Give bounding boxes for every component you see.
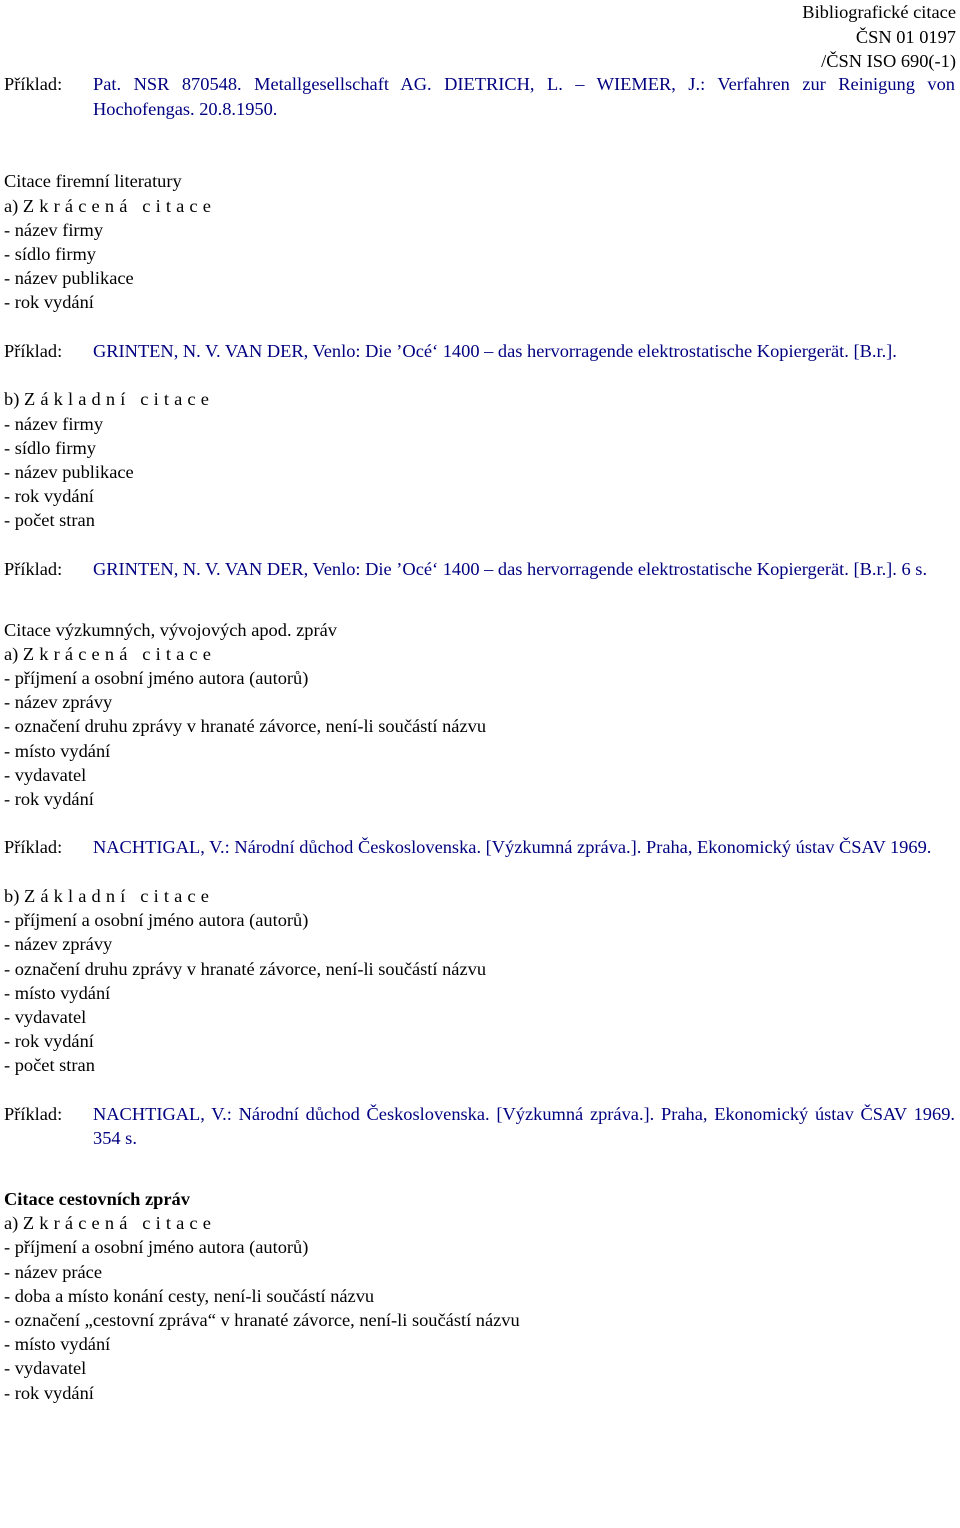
list-item: - vydavatel xyxy=(4,764,87,785)
list-item: - označení druhu zprávy v hranaté závorce, není-li součástí názvu xyxy=(4,716,487,737)
list-item: - rok vydání xyxy=(4,292,94,313)
list-item: - označení druhu zprávy v hranaté závorce, není-li součástí názvu xyxy=(4,958,487,979)
list-item: - název firmy xyxy=(4,219,104,240)
short-citation-heading: a) Zkrácená citace xyxy=(4,1213,217,1234)
report-basic-example xyxy=(4,1102,955,1151)
list-item: - název zprávy xyxy=(4,934,113,955)
list-item: - rok vydání xyxy=(4,486,94,507)
company-short-example xyxy=(4,339,955,364)
list-item: - místo vydání xyxy=(4,982,111,1003)
list-item: - doba a místo konání cesty, není-li součástí názvu xyxy=(4,1285,375,1306)
list-item: - název zprávy xyxy=(4,692,113,713)
example-text: GRINTEN, N. V. VAN DER, Venlo: Die ’Océ‘ 1400 – das hervorragende elektrostatische Kopiergerät. [B.r.]. xyxy=(93,340,897,361)
list-item: - název publikace xyxy=(4,268,134,289)
example-text: NACHTIGAL, V.: Národní důchod Československa. [Výzkumná zpráva.]. Praha, Ekonomický ústav ČSAV 1969. xyxy=(93,837,932,858)
patent-example xyxy=(4,72,955,121)
list-item: - název firmy xyxy=(4,413,104,434)
example-label: Příklad: xyxy=(4,1103,63,1124)
section-title: Citace cestovních zpráv xyxy=(4,1189,190,1210)
list-item: - rok vydání xyxy=(4,1031,94,1052)
example-label: Příklad: xyxy=(4,837,63,858)
company-basic-example xyxy=(4,557,955,582)
list-item: - vydavatel xyxy=(4,1358,87,1379)
section-title: Citace firemní literatury xyxy=(4,171,182,192)
example-label: Příklad: xyxy=(4,74,63,94)
list-item: - sídlo firmy xyxy=(4,243,96,264)
report-short-example xyxy=(4,835,955,860)
list-item: - název práce xyxy=(4,1261,103,1282)
short-citation-heading: a) Zkrácená citace xyxy=(4,195,217,216)
list-item: - místo vydání xyxy=(4,740,111,761)
section-title: Citace výzkumných, vývojových apod. zpráv xyxy=(4,619,337,640)
example-text: GRINTEN, N. V. VAN DER, Venlo: Die ’Océ‘ 1400 – das hervorragende elektrostatische Kopiergerät. [B.r.]. 6 s. xyxy=(93,558,928,579)
list-item: - sídlo firmy xyxy=(4,437,96,458)
list-item: - příjmení a osobní jméno autora (autorů) xyxy=(4,667,309,688)
list-item: - název publikace xyxy=(4,462,134,483)
list-item: - rok vydání xyxy=(4,788,94,809)
header-standard-csn: ČSN 01 0197 xyxy=(855,26,956,47)
list-item: - místo vydání xyxy=(4,1334,111,1355)
list-item: - počet stran xyxy=(4,510,95,531)
basic-citation-heading: b) Základní citace xyxy=(4,389,215,410)
list-item: - vydavatel xyxy=(4,1007,87,1028)
example-text: Pat. NSR 870548. Metallgesellschaft AG. DIETRICH, L. – WIEMER, J.: Verfahren zur Reinigung von Hochofengas. 20.8.1950. xyxy=(93,74,955,119)
example-label: Příklad: xyxy=(4,558,63,579)
list-item: - příjmení a osobní jméno autora (autorů) xyxy=(4,1237,309,1258)
list-item: - příjmení a osobní jméno autora (autorů) xyxy=(4,910,309,931)
header-standard-iso: /ČSN ISO 690(-1) xyxy=(821,51,956,71)
document-body xyxy=(4,72,955,1405)
short-citation-heading: a) Zkrácená citace xyxy=(4,643,217,664)
basic-citation-heading: b) Základní citace xyxy=(4,886,215,907)
list-item: - označení „cestovní zpráva“ v hranaté závorce, není-li součástí názvu xyxy=(4,1310,520,1331)
page-header xyxy=(802,0,956,74)
list-item: - rok vydání xyxy=(4,1382,94,1403)
list-item: - počet stran xyxy=(4,1055,95,1076)
example-text: NACHTIGAL, V.: Národní důchod Československa. [Výzkumná zpráva.]. Praha, Ekonomický ústav ČSAV 1969. 354 s. xyxy=(93,1103,955,1149)
example-label: Příklad: xyxy=(4,340,63,361)
header-title: Bibliografické citace xyxy=(802,2,956,22)
